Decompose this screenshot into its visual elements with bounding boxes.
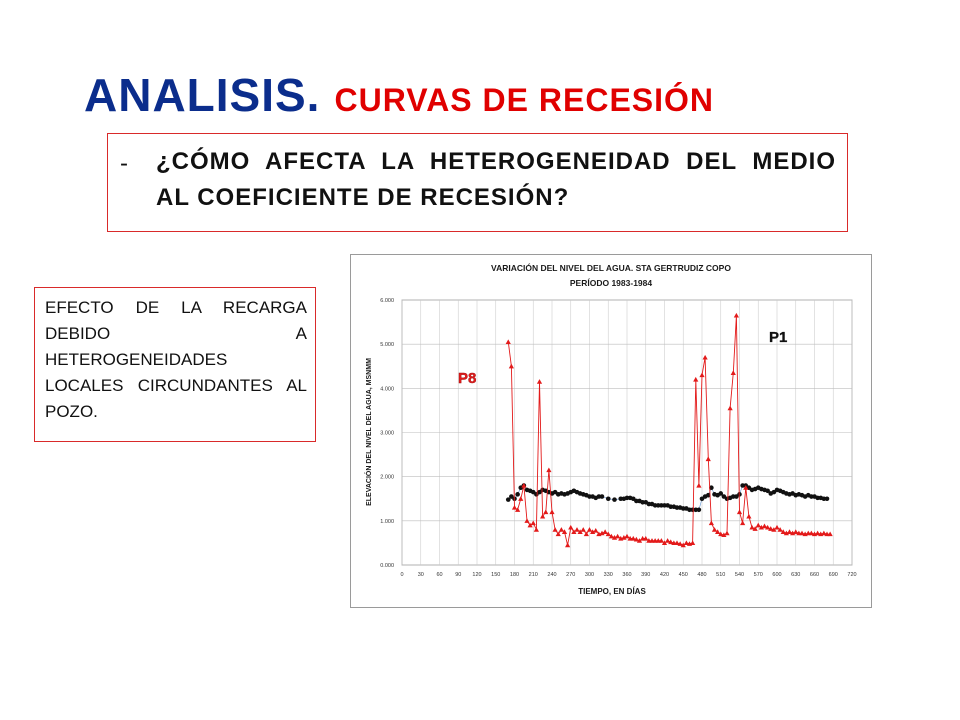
x-tick-label: 270 [566,572,576,578]
x-tick-label: 390 [641,572,651,578]
data-point [515,492,520,497]
x-tick-label: 180 [509,572,520,578]
x-axis-title: TIEMPO, EN DÍAS [578,587,646,596]
chart-subtitle: PERÍODO 1983-1984 [569,278,653,288]
x-tick-label: 150 [491,572,501,578]
x-tick-label: 480 [697,572,707,578]
y-tick-label: 4.000 [380,386,394,393]
water-level-chart [350,254,872,608]
x-tick-label: 210 [528,572,538,578]
x-tick-label: 90 [455,572,462,578]
y-axis-title: ELEVACIÓN DEL NIVEL DEL AGUA, MSNMM [366,358,373,506]
x-tick-label: 690 [828,572,838,578]
x-tick-label: 0 [400,572,404,578]
x-tick-label: 360 [622,572,632,578]
note-box [34,287,316,442]
label-p1: P1 [769,329,788,346]
y-tick-label: 6.000 [380,298,394,304]
data-point [612,497,617,502]
slide-title [84,68,714,122]
title-main: ANALISIS. [84,69,321,121]
y-tick-label: 5.000 [380,342,394,349]
y-tick-label: 3.000 [380,430,394,437]
question-box [107,133,848,232]
note-text: EFECTO DE LA RECARGA DEBIDO A HETEROGENEIDADES LOCALES CIRCUNDANTES AL POZO. [45,298,307,421]
x-tick-label: 120 [472,572,482,578]
title-sub: CURVAS DE RECESIÓN [334,82,715,118]
x-tick-label: 540 [734,572,745,578]
x-tick-label: 510 [716,572,726,578]
data-point [600,494,605,499]
x-tick-label: 330 [603,572,613,578]
x-tick-label: 600 [772,572,782,578]
data-point [606,496,611,501]
question-text: ¿CÓMO AFECTA LA HETEROGENEIDAD DEL MEDIO AL COEFICIENTE DE RECESIÓN? [156,148,836,211]
x-tick-label: 300 [584,572,595,578]
y-tick-label: 2.000 [380,474,394,481]
x-tick-label: 240 [547,572,557,578]
data-point [697,507,702,512]
x-tick-label: 570 [753,572,763,578]
chart-frame [351,255,872,608]
x-tick-label: 720 [847,572,857,578]
x-tick-label: 630 [791,572,801,578]
x-tick-label: 660 [809,572,820,578]
x-tick-label: 420 [659,572,670,578]
y-tick-label: 1.000 [380,518,394,525]
y-tick-label: 0.000 [380,563,394,569]
question-dash: - [120,150,128,177]
x-tick-label: 60 [436,572,443,578]
x-tick-label: 30 [417,572,424,578]
chart-container [350,254,872,608]
x-tick-label: 450 [678,572,688,578]
chart-title: VARIACIÓN DEL NIVEL DEL AGUA. STA GERTRUDIZ COPO [491,263,731,273]
data-point [825,496,830,501]
label-p8: P8 [458,370,477,387]
